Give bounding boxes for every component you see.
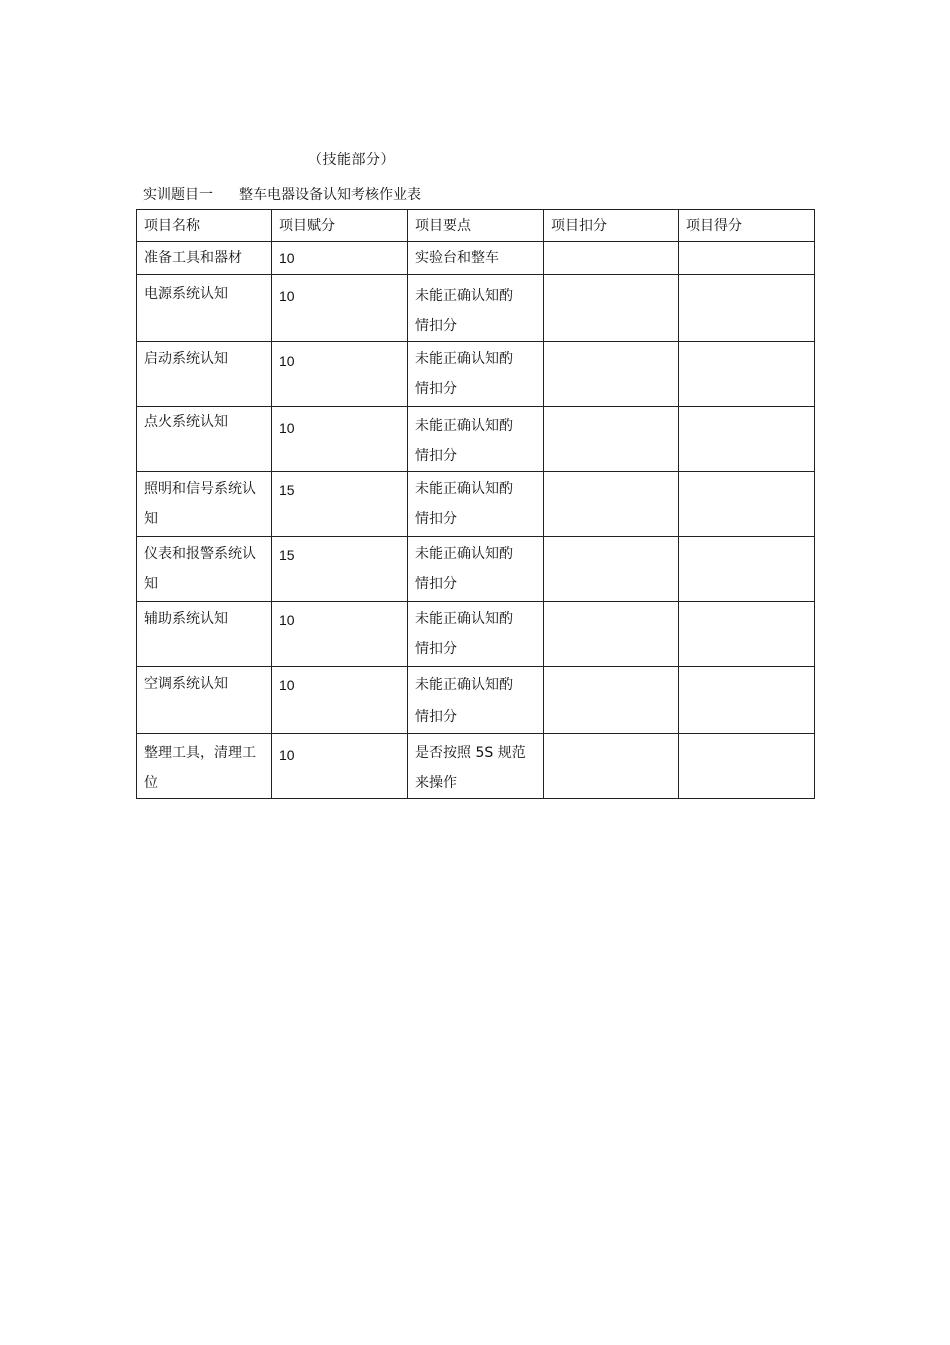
row-deduction[interactable] xyxy=(544,667,679,734)
row-deduction[interactable] xyxy=(544,734,679,799)
row-point: 未能正确认知酌情扣分 xyxy=(408,407,544,472)
row-point: 未能正确认知酌情扣分 xyxy=(408,472,544,537)
row-result[interactable] xyxy=(679,407,815,472)
row-name: 准备工具和器材 xyxy=(137,242,272,275)
table-row xyxy=(137,242,815,275)
row-name: 仪表和报警系统认知 xyxy=(137,537,272,602)
row-point: 未能正确认知酌情扣分 xyxy=(408,667,544,734)
row-score: 10 xyxy=(272,734,408,799)
row-result[interactable] xyxy=(679,602,815,667)
row-result[interactable] xyxy=(679,242,815,275)
row-deduction[interactable] xyxy=(544,242,679,275)
table-row xyxy=(137,602,815,667)
row-name: 点火系统认知 xyxy=(137,407,272,472)
table-row xyxy=(137,734,815,799)
row-name: 空调系统认知 xyxy=(137,667,272,734)
table-header-row xyxy=(137,210,815,242)
row-result[interactable] xyxy=(679,667,815,734)
row-deduction[interactable] xyxy=(544,342,679,407)
row-score: 10 xyxy=(272,275,408,342)
header-item-points: 项目要点 xyxy=(408,210,544,242)
row-score: 10 xyxy=(272,407,408,472)
row-deduction[interactable] xyxy=(544,537,679,602)
row-name: 照明和信号系统认知 xyxy=(137,472,272,537)
row-deduction[interactable] xyxy=(544,602,679,667)
row-deduction[interactable] xyxy=(544,472,679,537)
row-deduction[interactable] xyxy=(544,275,679,342)
worksheet-heading xyxy=(143,184,421,204)
header-item-result: 项目得分 xyxy=(679,210,815,242)
row-result[interactable] xyxy=(679,537,815,602)
table-row xyxy=(137,407,815,472)
section-title: （技能部分） xyxy=(308,152,395,168)
row-score: 10 xyxy=(272,342,408,407)
row-result[interactable] xyxy=(679,734,815,799)
row-point: 实验台和整车 xyxy=(408,242,544,275)
assessment-table xyxy=(136,209,815,799)
row-point: 未能正确认知酌情扣分 xyxy=(408,537,544,602)
row-point: 是否按照 5S 规范来操作 xyxy=(408,734,544,799)
row-score: 15 xyxy=(272,537,408,602)
row-result[interactable] xyxy=(679,275,815,342)
table-row xyxy=(137,342,815,407)
row-name: 整理工具，清理工位 xyxy=(137,734,272,799)
header-item-deduction: 项目扣分 xyxy=(544,210,679,242)
row-score: 15 xyxy=(272,472,408,537)
row-result[interactable] xyxy=(679,342,815,407)
row-point: 未能正确认知酌情扣分 xyxy=(408,602,544,667)
table-row xyxy=(137,275,815,342)
row-score: 10 xyxy=(272,242,408,275)
row-score: 10 xyxy=(272,667,408,734)
table-row xyxy=(137,472,815,537)
row-result[interactable] xyxy=(679,472,815,537)
row-name: 辅助系统认知 xyxy=(137,602,272,667)
row-name: 启动系统认知 xyxy=(137,342,272,407)
row-point: 未能正确认知酌情扣分 xyxy=(408,275,544,342)
row-point: 未能正确认知酌情扣分 xyxy=(408,342,544,407)
row-score: 10 xyxy=(272,602,408,667)
row-deduction[interactable] xyxy=(544,407,679,472)
heading-title: 整车电器设备认知考核作业表 xyxy=(239,187,421,203)
header-item-score: 项目赋分 xyxy=(272,210,408,242)
heading-prefix: 实训题目一 xyxy=(143,187,213,203)
table-row xyxy=(137,537,815,602)
row-name: 电源系统认知 xyxy=(137,275,272,342)
table-row xyxy=(137,667,815,734)
header-item-name: 项目名称 xyxy=(137,210,272,242)
